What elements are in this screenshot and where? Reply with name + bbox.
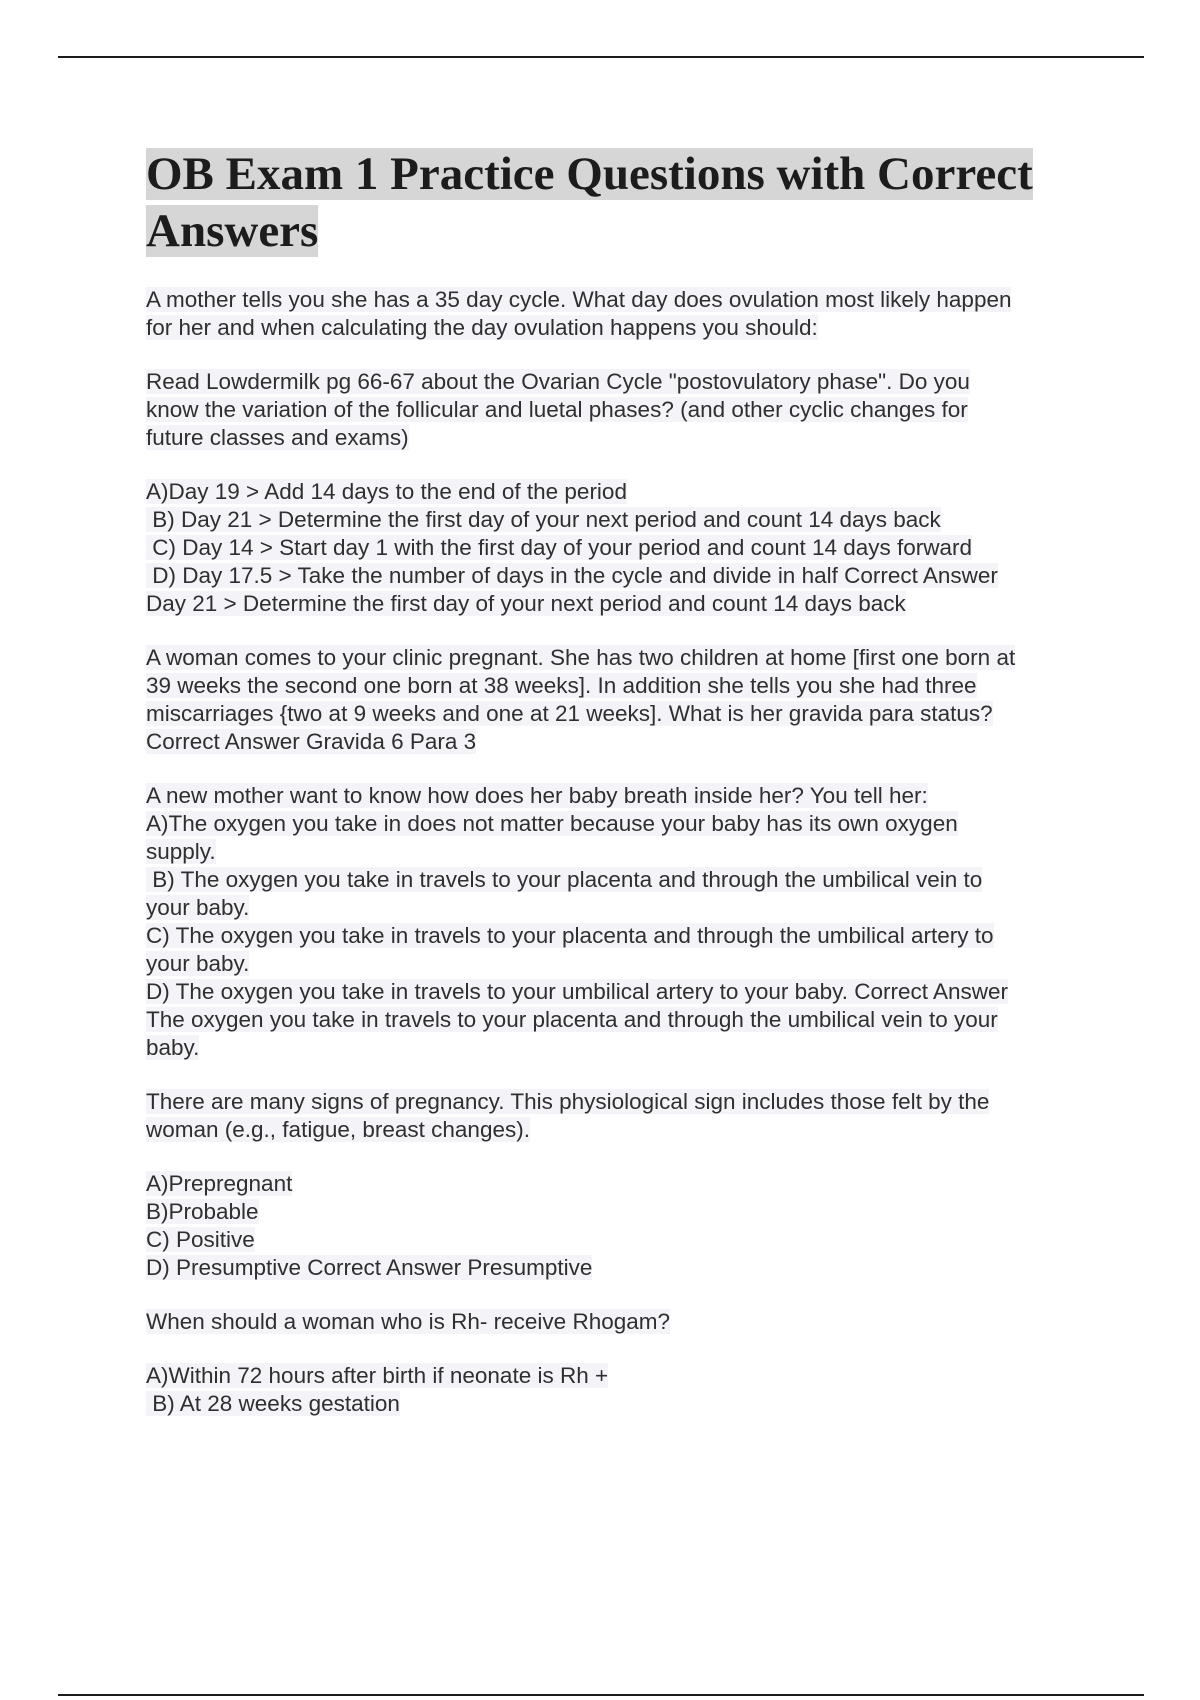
- text-line: your baby.: [146, 951, 250, 976]
- text-line: D) Day 17.5 > Take the number of days in the cycle and divide in half Correct Answer: [146, 563, 998, 588]
- document-title: [146, 146, 1086, 260]
- question-gravida-para: [146, 644, 1086, 756]
- text-line: know the variation of the follicular and luetal phases? (and other cyclic changes for: [146, 397, 968, 422]
- question-pregnancy-signs-options: [146, 1170, 1086, 1282]
- text-line: C) The oxygen you take in travels to your placenta and through the umbilical artery to: [146, 923, 994, 948]
- text-line: your baby.: [146, 895, 250, 920]
- text-line: A)Day 19 > Add 14 days to the end of the period: [146, 479, 627, 504]
- text-line: When should a woman who is Rh- receive Rhogam?: [146, 1309, 671, 1334]
- text-line: A mother tells you she has a 35 day cycle. What day does ovulation most likely happen: [146, 287, 1012, 312]
- text-line: B) Day 21 > Determine the first day of your next period and count 14 days back: [146, 507, 941, 532]
- text-line: C) Day 14 > Start day 1 with the first day of your period and count 14 days forward: [146, 535, 973, 560]
- question-ovulation-options: [146, 478, 1086, 618]
- question-fetal-oxygen: [146, 782, 1086, 1062]
- text-line: future classes and exams): [146, 425, 409, 450]
- text-line: There are many signs of pregnancy. This physiological sign includes those felt by the: [146, 1089, 990, 1114]
- text-line: C) Positive: [146, 1227, 255, 1252]
- text-line: B)Probable: [146, 1199, 259, 1224]
- text-line: for her and when calculating the day ovulation happens you should:: [146, 315, 818, 340]
- text-line: baby.: [146, 1035, 200, 1060]
- question-ovulation-stem: [146, 286, 1086, 342]
- text-line: A new mother want to know how does her baby breath inside her? You tell her:: [146, 783, 928, 808]
- question-pregnancy-signs-stem: [146, 1088, 1086, 1144]
- text-line: 39 weeks the second one born at 38 weeks]. In addition she tells you she had three: [146, 673, 977, 698]
- text-line: Read Lowdermilk pg 66-67 about the Ovarian Cycle "postovulatory phase". Do you: [146, 369, 970, 394]
- question-rhogam-options: [146, 1362, 1086, 1418]
- title-line: OB Exam 1 Practice Questions with Correct: [146, 148, 1033, 200]
- text-line: A)The oxygen you take in does not matter because your baby has its own oxygen: [146, 811, 958, 836]
- text-line: A)Within 72 hours after birth if neonate is Rh +: [146, 1363, 609, 1388]
- text-line: Day 21 > Determine the first day of your next period and count 14 days back: [146, 591, 906, 616]
- document-page: [146, 146, 1086, 1444]
- text-line: miscarriages {two at 9 weeks and one at 21 weeks]. What is her gravida para status?: [146, 701, 993, 726]
- top-divider: [58, 56, 1144, 58]
- text-line: D) Presumptive Correct Answer Presumptive: [146, 1255, 593, 1280]
- question-ovulation-reference: [146, 368, 1086, 452]
- text-line: supply.: [146, 839, 216, 864]
- title-line: Answers: [146, 205, 319, 257]
- text-line: woman (e.g., fatigue, breast changes).: [146, 1117, 530, 1142]
- text-line: The oxygen you take in travels to your placenta and through the umbilical vein to your: [146, 1007, 998, 1032]
- text-line: B) At 28 weeks gestation: [146, 1391, 400, 1416]
- text-line: A)Prepregnant: [146, 1171, 293, 1196]
- text-line: D) The oxygen you take in travels to your umbilical artery to your baby. Correct Answer: [146, 979, 1009, 1004]
- bottom-divider: [58, 1694, 1144, 1696]
- text-line: B) The oxygen you take in travels to your placenta and through the umbilical vein to: [146, 867, 983, 892]
- text-line: Correct Answer Gravida 6 Para 3: [146, 729, 477, 754]
- text-line: A woman comes to your clinic pregnant. She has two children at home [first one born at: [146, 645, 1016, 670]
- question-rhogam-stem: [146, 1308, 1086, 1336]
